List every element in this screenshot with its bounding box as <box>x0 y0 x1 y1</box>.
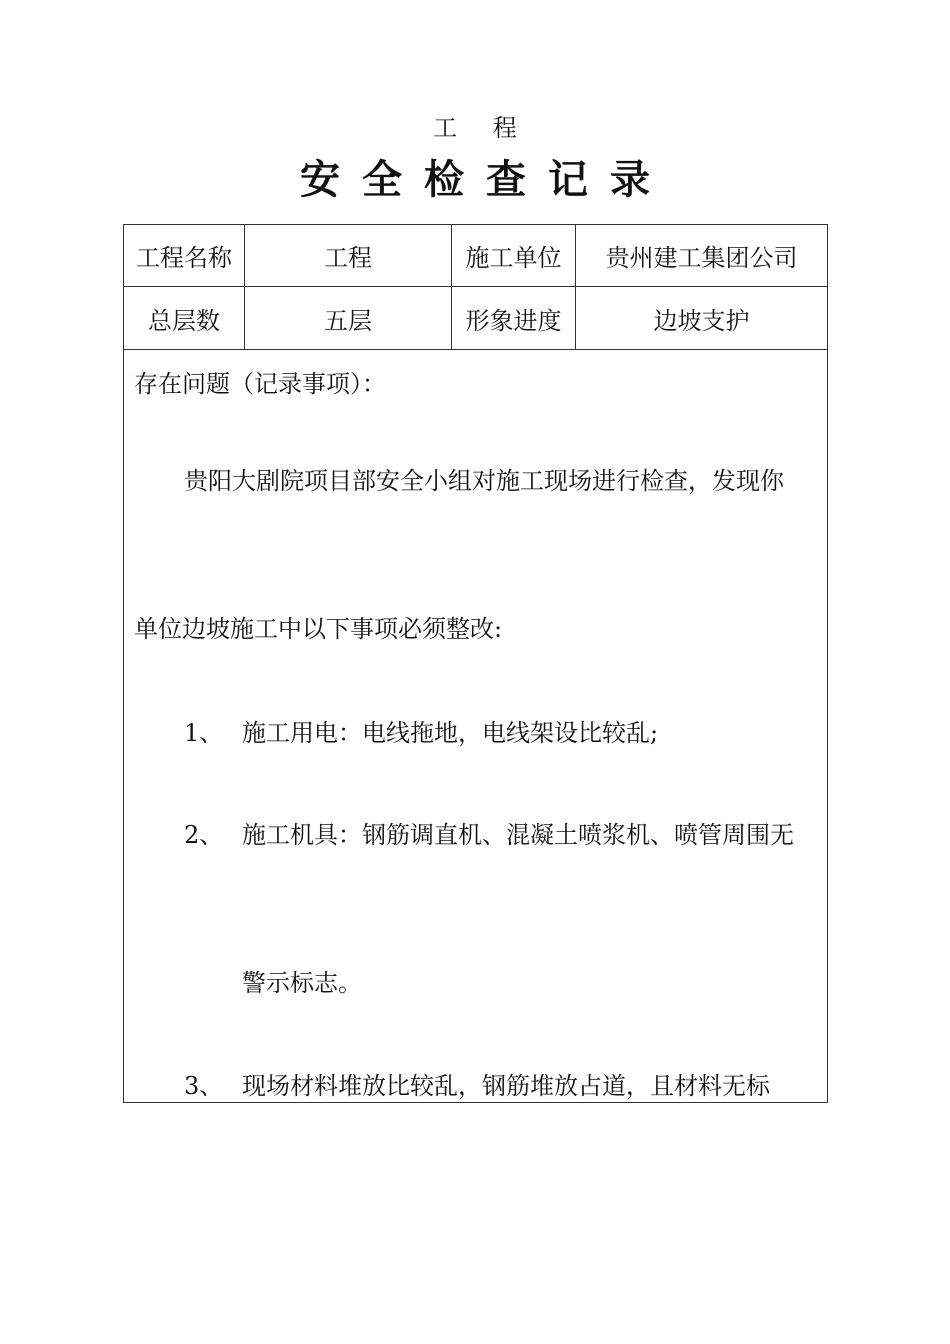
contractor-label: 施工单位 <box>452 225 576 286</box>
info-row-1 <box>124 225 827 287</box>
issues-intro-line-1: 贵阳大剧院项目部安全小组对施工现场进行检查，发现你 <box>184 467 784 495</box>
progress-value: 边坡支护 <box>653 306 750 335</box>
contractor-value: 贵州建工集团公司 <box>605 244 798 272</box>
issues-heading: 存在问题（记录事项）： <box>134 370 386 398</box>
floors-label: 总层数 <box>124 287 245 349</box>
project-name-value: 工程 <box>245 225 452 286</box>
issue-2-text-line-2: 警示标志。 <box>242 969 362 997</box>
issue-2-text-line-1: 施工机具：钢筋调直机、混凝土喷浆机、喷管周围无 <box>242 821 794 849</box>
issue-2-number: 2、 <box>184 821 224 849</box>
project-name-label: 工程名称 <box>124 225 245 286</box>
issue-3-number: 3、 <box>184 1072 224 1100</box>
document-title: 安全检查记录 <box>300 156 672 203</box>
inspection-form <box>123 224 828 1103</box>
progress-label: 形象进度 <box>452 287 576 349</box>
issues-section <box>124 350 827 1102</box>
issues-intro-line-2: 单位边坡施工中以下事项必须整改: <box>134 615 503 643</box>
info-row-2 <box>124 287 827 350</box>
issue-3-text: 现场材料堆放比较乱，钢筋堆放占道，且材料无标 <box>242 1072 770 1100</box>
document-subtitle: 工 程 <box>433 114 531 142</box>
issue-1-text: 施工用电：电线拖地，电线架设比较乱; <box>242 719 659 747</box>
floors-value: 五层 <box>245 287 452 349</box>
issue-1-number: 1、 <box>184 719 224 747</box>
